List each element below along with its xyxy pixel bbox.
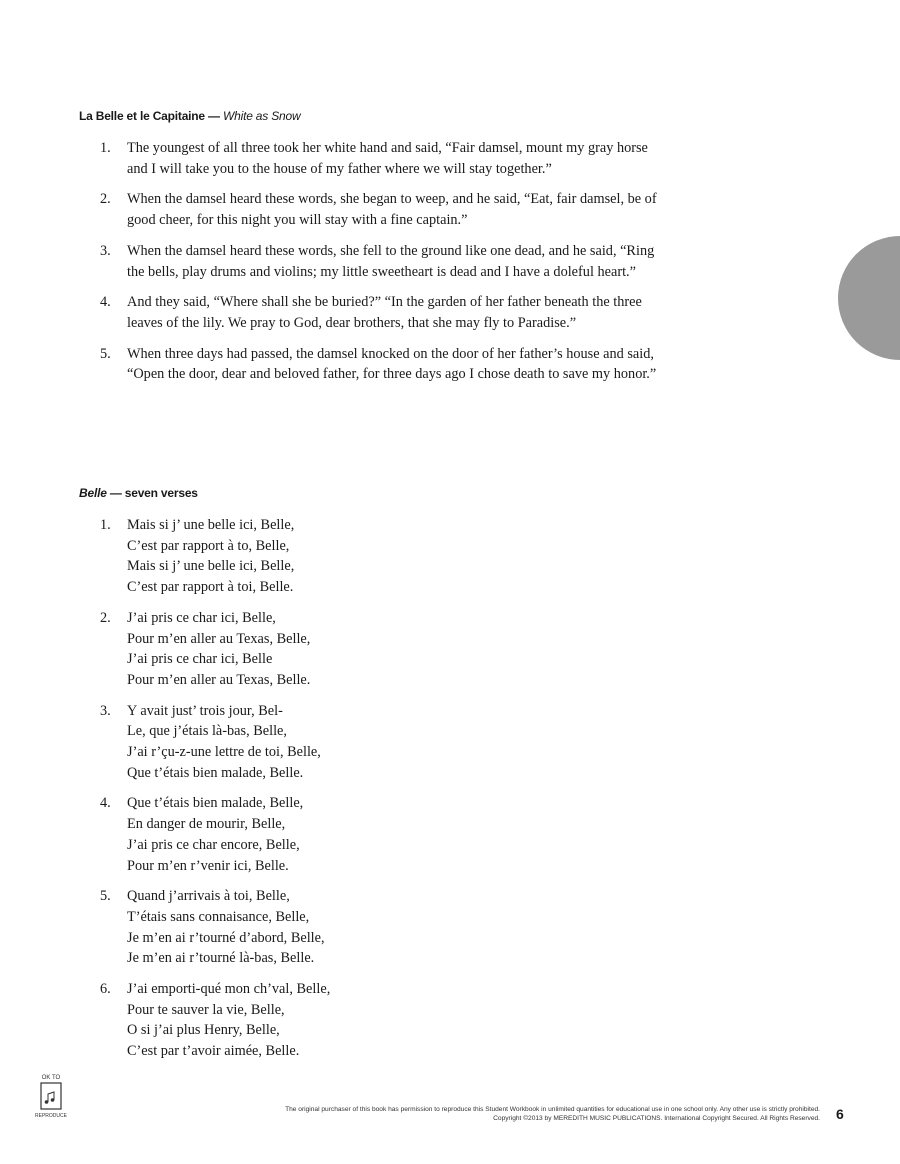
ok-to-reproduce-icon — [30, 1072, 72, 1120]
svg-text:REPRODUCE: REPRODUCE — [35, 1113, 67, 1119]
lyrics-list — [100, 515, 670, 1072]
page-edge-tab — [838, 236, 900, 360]
section-subtitle: White as Snow — [223, 109, 301, 123]
list-item: 5. When three days had passed, the damsel knocked on the door of her father’s house and said, “Open the door, dear and beloved father, for three days ago I chose death to save my honor.” — [100, 345, 657, 383]
section-subtitle: seven verses — [124, 486, 198, 500]
svg-text:OK TO: OK TO — [41, 1075, 61, 1081]
section-title: La Belle et le Capitaine — [79, 109, 205, 123]
page-number: 6 — [836, 1106, 844, 1122]
verse: 6. J’ai emporti-qué mon ch’val, Belle, Pour te sauver la vie, Belle, O si j’ai plus Henry, Belle, C’est par t’avoir aimée, Belle. — [100, 981, 331, 1060]
verse: 5. Quand j’arrivais à toi, Belle, T’étais sans connaisance, Belle, Je m’en ai r’tourné d’abord, Belle, Je m’en ai r’tourné là-bas, Belle. — [100, 888, 325, 967]
section-title: Belle — [79, 486, 107, 500]
translation-list — [100, 138, 670, 395]
section-heading-la-belle: La Belle et le Capitaine — White as Snow — [79, 109, 301, 123]
list-item: 3. When the damsel heard these words, she fell to the ground like one dead, and he said, “Ring the bells, play drums and violins; my little sweetheart is dead and I have a doleful heart.” — [100, 242, 655, 280]
list-item: 4. And they said, “Where shall she be buried?” “In the garden of her father beneath the three leaves of the lily. We pray to God, dear brothers, that she may fly to Paradise.” — [100, 294, 642, 331]
verse: 2. J’ai pris ce char ici, Belle, Pour m’en aller au Texas, Belle, J’ai pris ce char ici, Belle Pour m’en aller au Texas, Belle. — [100, 609, 311, 688]
verse: 1. Mais si j’ une belle ici, Belle, C’est par rapport à to, Belle, Mais si j’ une belle ici, Belle, C’est par rapport à toi, Belle. — [100, 517, 295, 596]
section-heading-belle: Belle — seven verses — [79, 486, 198, 500]
list-item: 2. When the damsel heard these words, she began to weep, and he said, “Eat, fair damsel, be of good cheer, for this night you will stay with a fine captain.” — [100, 191, 657, 229]
list-item: 1. The youngest of all three took her white hand and said, “Fair damsel, mount my gray horse and I will take you to the house of my father where we will stay together.” — [100, 140, 648, 177]
copyright-notice: The original purchaser of this book has permission to reproduce this Student Workbook in unlimited quantities for educational use in one school only. Any other use is strictly prohibited. Copyright ©2013 by MEREDITH MUSIC PUBLICATIONS. International Copyright Secured. All Rights Reserved. — [285, 1106, 820, 1122]
verse: 3. Y avait just’ trois jour, Bel- Le, que j’étais là-bas, Belle, J’ai r’çu-z-une lettre de toi, Belle, Que t’étais bien malade, Belle. — [100, 702, 321, 781]
verse: 4. Que t’étais bien malade, Belle, En danger de mourir, Belle, J’ai pris ce char encore, Belle, Pour m’en r’venir ici, Belle. — [100, 795, 304, 874]
